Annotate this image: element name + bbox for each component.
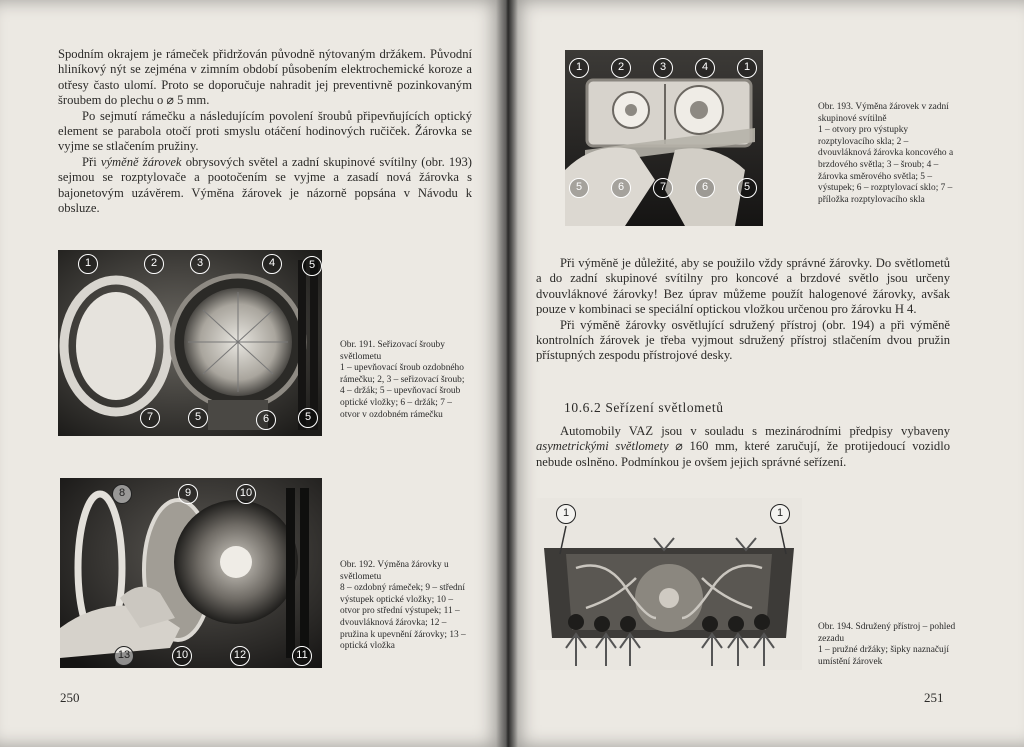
marker-12: 12: [230, 646, 250, 666]
left-paragraph-2: Po sejmutí rámečku a následujícím povolení šroubů připevňujících optický element se parabola otočí proti smyslu otáčení hodinových ručiček. Žárovka se vyjme se stlačením pružiny.: [58, 108, 472, 154]
right-section-text: [536, 424, 950, 470]
marker-193-7: 7: [653, 178, 673, 198]
marker-8: 8: [112, 484, 132, 504]
marker-194-1: 1: [556, 504, 576, 524]
book-gutter: [496, 0, 518, 747]
fig191-caption: [340, 340, 470, 421]
fig194-caption: [818, 622, 958, 668]
fig194-title: Obr. 194. Sdružený přístroj – pohled zezadu: [818, 622, 956, 644]
marker-1: 1: [78, 254, 98, 274]
marker-193-3: 3: [653, 58, 673, 78]
marker-5: 5: [302, 256, 322, 276]
marker-11: 11: [292, 646, 312, 666]
headlight-bulb-replacement-image: [60, 478, 322, 668]
left-page: [0, 0, 506, 747]
marker-193-4: 4: [695, 58, 715, 78]
marker-10: 10: [236, 484, 256, 504]
page-number-right: 251: [924, 690, 944, 705]
marker-7: 7: [140, 408, 160, 428]
fig193-title: Obr. 193. Výměna žárovek v zadní skupinové svítilně: [818, 102, 949, 124]
fig191-photo: [58, 250, 322, 436]
marker-2: 2: [144, 254, 164, 274]
marker-5b: 5: [188, 408, 208, 428]
left-paragraph-3-italic: výměně žárovek: [100, 154, 182, 169]
right-paragraph-3-italic: asymetrickými světlomety: [536, 439, 669, 454]
marker-193-2: 2: [611, 58, 631, 78]
fig194-photo: [536, 498, 802, 670]
fig192-photo: [60, 478, 322, 668]
marker-193-5: 5: [569, 178, 589, 198]
left-paragraph-3: Při výměně žárovek obrysových světel a zadní skupinové svítilny (obr. 193) sejmou se rozptylovače a pootočením se vyjme a zasadí nová žárovka s bajonetovým uzávěrem. Výměna žárovek je názorně popsána v Návodu k obsluze.: [58, 154, 472, 216]
instrument-cluster-image: [536, 498, 802, 670]
right-paragraph-2: Při výměně žárovky osvětlující sdružený přístroj (obr. 194) a při výměně kontrolních žárovek je třeba vyjmout sdružený přístroj stlačením dvou pružin přístupných zespodu přístrojové desky.: [536, 317, 950, 363]
marker-193-6: 6: [611, 178, 631, 198]
marker-3: 3: [190, 254, 210, 274]
fig191-legend: 1 – upevňovací šroub ozdobného rámečku; 2, 3 – seřizovací šroub; 4 – držák; 5 – upevňovací šroub optické vložky; 6 – držák; 7 – otvor v ozdobném rámečku: [340, 363, 465, 420]
marker-9: 9: [178, 484, 198, 504]
right-paragraph-1: Při výměně je důležité, aby se použilo vždy správné žárovky. Do světlometů a do zadní skupinové svítilny pro koncové a brzdové světlo jsou určeny dvouvláknové žárovky! Bez úprav můžeme použít halogenové žárovky, avšak pouze v kombinaci se speciální optickou vložkou určenou pro žárovku H 4.: [536, 256, 950, 317]
marker-193-6b: 6: [695, 178, 715, 198]
right-paragraph-3: Automobily VAZ jsou v souladu s mezinárodními předpisy vybaveny asymetrickými světlomety ⌀ 160 mm, které zaručují, že protijedoucí vozidlo nebude oslněno. Podmínkou je ovšem jejich správné seřízení.: [536, 424, 950, 469]
section-heading: 10.6.2 Seřízení světlometů: [564, 400, 724, 415]
fig194-legend: 1 – pružné držáky; šipky naznačují umístění žárovek: [818, 645, 949, 667]
fig191-title: Obr. 191. Seřizovací šrouby světlometu: [340, 340, 445, 362]
marker-193-5b: 5: [737, 178, 757, 198]
left-intro-text: [58, 47, 472, 216]
left-paragraph-1: Spodním okrajem je rámeček přidržován původně nýtovaným držákem. Původní hliníkový nýt se zejména v zimním období působením elektrochemické koroze a otřesy často ulomí. Proto se doporučuje nahradit jej preventivně pozinkovaným šroubem do plechu o ⌀ 5 mm.: [58, 47, 472, 108]
fig193-photo: [565, 50, 763, 226]
fig193-legend: 1 – otvory pro výstupky rozptylovacího skla; 2 – dvouvláknová žárovka koncového a brzdového světla; 3 – šroub; 4 – žárovka směrového světla; 5 – výstupek; 6 – rozptylovací sklo; 7 – příložka rozptylovacího skla: [818, 125, 954, 205]
fig192-caption: [340, 560, 470, 653]
marker-10b: 10: [172, 646, 192, 666]
marker-193-1: 1: [569, 58, 589, 78]
marker-193-1b: 1: [737, 58, 757, 78]
right-body-text: [536, 256, 950, 364]
right-page: [506, 0, 1024, 747]
marker-6: 6: [256, 410, 276, 430]
marker-5c: 5: [298, 408, 318, 428]
fig192-legend: 8 – ozdobný rámeček; 9 – střední výstupek optické vložky; 10 – otvor pro střední výstupek; 11 – dvouvláknová žárovka; 12 – pružina k upevnění žárovky; 13 – optická vložka: [340, 583, 466, 652]
fig192-title: Obr. 192. Výměna žárovky u světlometu: [340, 560, 449, 582]
marker-4: 4: [262, 254, 282, 274]
marker-194-1b: 1: [770, 504, 790, 524]
page-number-left: 250: [60, 690, 80, 705]
headlight-adjustment-image: [58, 250, 322, 436]
fig193-caption: [818, 102, 958, 206]
marker-13: 13: [114, 646, 134, 666]
